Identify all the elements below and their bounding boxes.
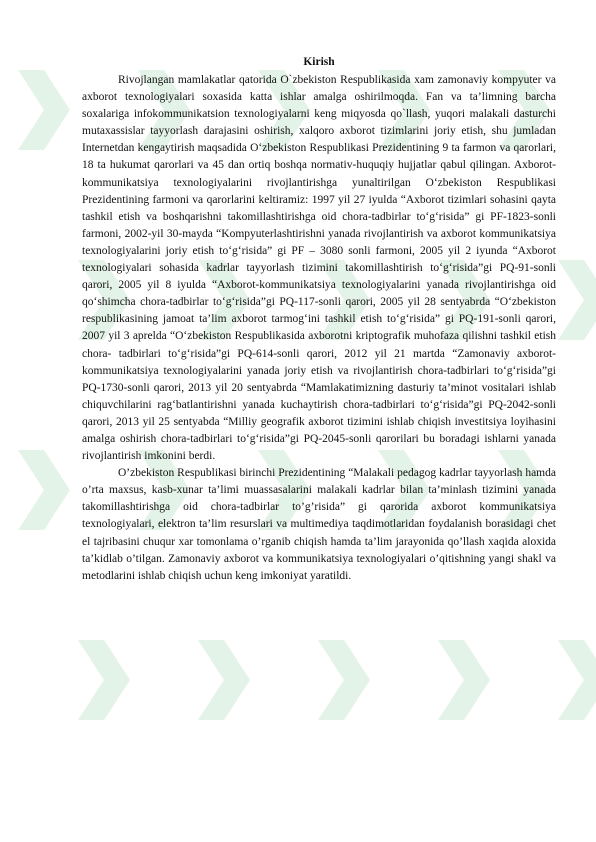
paragraph-2: O’zbekiston Respublikasi birinchi Prezidentining “Malakali pedagog kadrlar tayyorlash hamda o’rta maxsus, kasb-xunar ta’limi muassasalarini malakali kadrlar bilan ta’minlash tizimini yanada takomillashtirishga oid chora-tadbirlar to’g’risida” gi qarorida axborot kommunikatsiya texnologiyalari, elektron ta’lim resurslari va multimediya taqdimotlaridan foydalanish borasidagi chet el tajribasini chuqur xar tomonlama o’rganib chiqish hamda ta’lim jarayonida qo’llash xaqida aloxida ta’kidlab o’tilgan. Zamonaviy axborot va kommunikatsiya texnologiyalari o’qitishning yangi shakl va metodlarini ishlab chiqish uchun keng imkoniyat yaratildi. — [82, 467, 556, 582]
page-title: Kirish — [303, 56, 335, 68]
watermark-chevron-icon — [78, 640, 130, 720]
watermark-chevron-icon — [438, 640, 490, 720]
watermark-chevron-icon — [18, 450, 70, 530]
document-page — [82, 54, 556, 585]
watermark-chevron-icon — [318, 640, 370, 720]
watermark-chevron-icon — [558, 260, 596, 340]
watermark-chevron-icon — [198, 640, 250, 720]
paragraph-1: Rivojlangan mamlakatlar qatorida O`zbekiston Respublikasida xam zamonaviy kompyuter va axborot texnologiyalari soxasida katta ishlar amalga oshirilmoqda. Fan va ta’limning barcha soxalariga infokommunikatsion texnologiyalarni keng miqyosda qo`llash, yuqori malakali dasturchi mutaxassislar tayyorlash darajasini oshirish, xalqoro axborot tizimlarini joriy etish, shu jumladan Internetdan kengaytirish maqsadida O‘zbekiston Respublikasi Prezidentining 9 ta farmon va qarorlari, 18 ta hukumat qarorlari va 45 dan ortiq boshqa normativ-huquqiy hujjatlar qabul qilingan. Axborot-kommunikatsiya texnologiyalarini rivojlantirishga yunaltirilgan O‘zbekiston Respublikasi Prezidentining farmoni va qarorlarini keltiramiz: 1997 yil 27 iyulda “Axborot tizimlari sohasini qayta tashkil etish va boshqarishni takomillashtirishga oid chora-tadbirlar to‘g‘risida” gi PF-1823-sonli farmoni, 2002-yil 30-mayda “Kompyuterlashtirishni yanada rivojlantirish va axborot kommunikatsiya texnologiyalarini joriy etish to‘g‘risida” gi PF – 3080 sonli farmoni, 2005 yil 2 iyunda “Axborot texnologiyalari sohasida kadrlar tayyorlash tizimini takomillashtirish to‘g‘risida”gi PQ-91-sonli qarori, 2005 yil 8 iyulda “Axborot-kommunikatsiya texnologiyalarini yanada rivojlantirishga oid qo‘shimcha chora-tadbirlar to‘g‘risida”gi PQ-117-sonli qarori, 2005 yil 28 sentyabrda “O‘zbekiston respublikasining jamoat ta’lim axborot tarmog‘ini tashkil etish to‘g‘risida” gi PQ-191-sonli qarori, 2007 yil 3 aprelda “O‘zbekiston Respublikasida axborotni kriptografik muhofaza qilishni tashkil etish chora- tadbirlari to‘g‘risida”gi PQ-614-sonli qarori, 2012 yil 21 martda “Zamonaviy axborot-kommunikatsiya texnologiyalarini yanada joriy etish va rivojlantirish chora-tadbirlari to‘g‘risida”gi PQ-1730-sonli qarori, 2013 yil 20 sentyabrda “Mamlakatimizning dasturiy ta’minot vositalari ishlab chiquvchilarini rag‘batlantirishni yanada kuchaytirish chora-tadbirlari to‘g‘risida”gi PQ-2042-sonli qarori, 2013 yil 25 sentyabda “Milliy geografik axborot tizimini ishlab chiqish investitsiya loyihasini amalga oshirish chora-tadbirlari to‘g‘risida”gi PQ-2045-sonli qarorilari bu boradagi ishlarni yanada rivojlantirish imkonini berdi. — [82, 74, 556, 463]
watermark-chevron-icon — [558, 640, 596, 720]
watermark-chevron-icon — [18, 70, 70, 150]
